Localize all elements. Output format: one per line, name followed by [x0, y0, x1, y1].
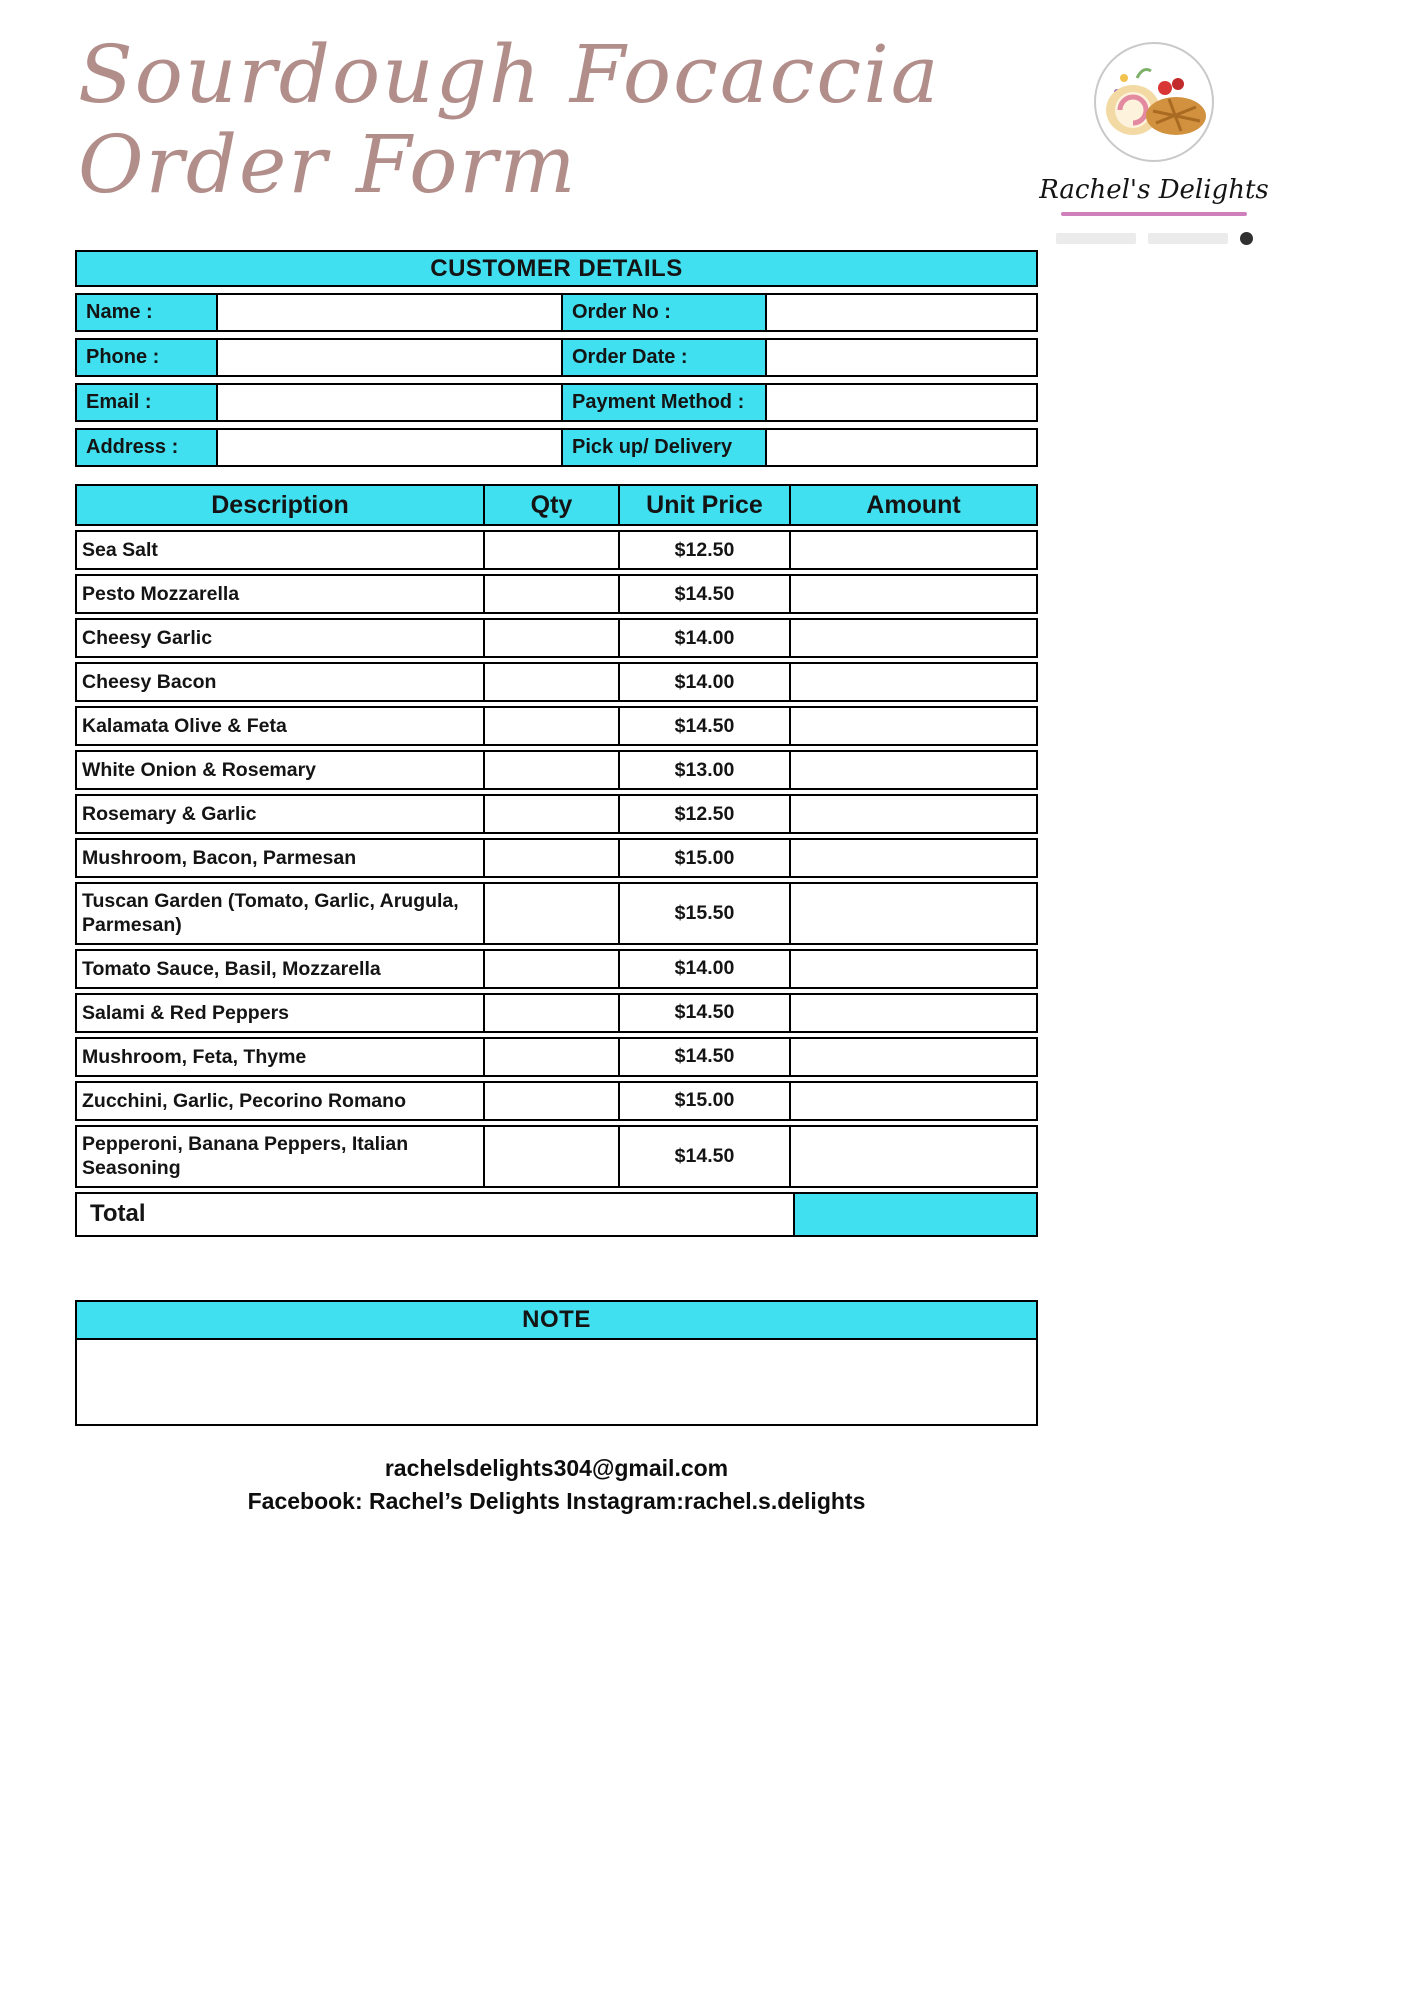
table-row: [75, 662, 1038, 702]
name-label: Name :: [77, 295, 218, 330]
unit-price-column-header: Unit Price: [620, 486, 791, 524]
payment-method-label: Payment Method :: [563, 385, 767, 420]
item-unit-price: $14.50: [620, 708, 791, 744]
table-row: [75, 1125, 1038, 1188]
table-row: [75, 794, 1038, 834]
customer-row-email: [75, 383, 1038, 422]
brand-name: Rachel's Delights: [1039, 175, 1269, 205]
email-label: Email :: [77, 385, 218, 420]
item-amount-cell[interactable]: [791, 951, 1036, 987]
page-title: [78, 30, 940, 211]
address-field[interactable]: [218, 430, 563, 465]
item-amount-cell[interactable]: [791, 576, 1036, 612]
form-sheet: [75, 250, 1038, 1518]
amount-column-header: Amount: [866, 490, 961, 519]
customer-row-phone: [75, 338, 1038, 377]
item-amount-cell[interactable]: [791, 1039, 1036, 1075]
qty-column-header: Qty: [485, 486, 620, 524]
note-header: NOTE: [75, 1300, 1038, 1340]
item-description: Zucchini, Garlic, Pecorino Romano: [77, 1083, 485, 1119]
item-qty-cell[interactable]: [485, 620, 620, 656]
item-amount-cell[interactable]: [791, 664, 1036, 700]
item-unit-price: $15.00: [620, 840, 791, 876]
table-row: [75, 574, 1038, 614]
table-row: [75, 949, 1038, 989]
item-unit-price: $14.50: [620, 576, 791, 612]
item-description: Pepperoni, Banana Peppers, Italian Seasoning: [77, 1127, 485, 1186]
item-amount-cell[interactable]: [791, 752, 1036, 788]
item-unit-price: $14.50: [620, 1039, 791, 1075]
item-description: Rosemary & Garlic: [77, 796, 485, 832]
page-title-line2: Order Form: [78, 118, 578, 212]
brand-tagline-bar: [1061, 212, 1247, 216]
payment-method-field[interactable]: [767, 385, 1036, 420]
item-description: Tuscan Garden (Tomato, Garlic, Arugula, Parmesan): [77, 884, 485, 943]
table-row: [75, 530, 1038, 570]
item-qty-cell[interactable]: [485, 708, 620, 744]
item-qty-cell[interactable]: [485, 752, 620, 788]
order-table-header: [75, 484, 1038, 526]
item-unit-price: $14.00: [620, 664, 791, 700]
bakery-logo-icon: [1079, 40, 1229, 168]
note-field[interactable]: [75, 1340, 1038, 1426]
pickup-delivery-field[interactable]: [767, 430, 1036, 465]
item-description: Pesto Mozzarella: [77, 576, 485, 612]
phone-label: Phone :: [77, 340, 218, 375]
description-column-header: Description: [77, 486, 485, 524]
item-qty-cell[interactable]: [485, 951, 620, 987]
item-description: Cheesy Bacon: [77, 664, 485, 700]
item-description: Sea Salt: [77, 532, 485, 568]
customer-details-header: CUSTOMER DETAILS: [75, 250, 1038, 287]
order-no-field[interactable]: [767, 295, 1036, 330]
item-description: Tomato Sauce, Basil, Mozzarella: [77, 951, 485, 987]
total-row: [75, 1192, 1038, 1237]
total-label: Total: [77, 1194, 795, 1235]
item-description: Mushroom, Feta, Thyme: [77, 1039, 485, 1075]
item-unit-price: $14.50: [620, 995, 791, 1031]
item-amount-cell[interactable]: [791, 708, 1036, 744]
item-qty-cell[interactable]: [485, 664, 620, 700]
order-date-field[interactable]: [767, 340, 1036, 375]
table-row: [75, 882, 1038, 945]
phone-field[interactable]: [218, 340, 563, 375]
brand-logo: [1030, 40, 1278, 245]
logo-footer-shapes: [1030, 232, 1278, 245]
page-title-line1: Sourdough Focaccia: [78, 28, 941, 121]
item-description: Mushroom, Bacon, Parmesan: [77, 840, 485, 876]
grey-pill: [1148, 233, 1228, 244]
table-row: [75, 993, 1038, 1033]
address-label: Address :: [77, 430, 218, 465]
pickup-delivery-label: Pick up/ Delivery: [563, 430, 767, 465]
item-qty-cell[interactable]: [485, 576, 620, 612]
table-row: [75, 618, 1038, 658]
total-amount-cell[interactable]: [795, 1194, 1036, 1235]
table-row: [75, 1037, 1038, 1077]
order-no-label: Order No :: [563, 295, 767, 330]
item-qty-cell[interactable]: [485, 884, 620, 943]
item-qty-cell[interactable]: [485, 1083, 620, 1119]
item-qty-cell[interactable]: [485, 995, 620, 1031]
grey-pill: [1056, 233, 1136, 244]
item-qty-cell[interactable]: [485, 840, 620, 876]
dark-dot: [1240, 232, 1253, 245]
table-row: [75, 750, 1038, 790]
contact-footer: [75, 1452, 1038, 1519]
customer-row-address: [75, 428, 1038, 467]
item-amount-cell[interactable]: [791, 796, 1036, 832]
item-qty-cell[interactable]: [485, 1127, 620, 1186]
item-qty-cell[interactable]: [485, 1039, 620, 1075]
item-description: Kalamata Olive & Feta: [77, 708, 485, 744]
table-row: [75, 1081, 1038, 1121]
item-description: Salami & Red Peppers: [77, 995, 485, 1031]
item-unit-price: $14.50: [620, 1127, 791, 1186]
item-unit-price: $13.00: [620, 752, 791, 788]
item-description: Cheesy Garlic: [77, 620, 485, 656]
item-amount-cell[interactable]: [791, 1127, 1036, 1186]
item-unit-price: $15.50: [620, 884, 791, 943]
table-row: [75, 706, 1038, 746]
item-unit-price: $12.50: [620, 796, 791, 832]
item-unit-price: $12.50: [620, 532, 791, 568]
item-amount-cell[interactable]: [791, 620, 1036, 656]
name-field[interactable]: [218, 295, 563, 330]
item-unit-price: $14.00: [620, 951, 791, 987]
contact-email: rachelsdelights304@gmail.com: [384, 1454, 729, 1481]
item-amount-cell[interactable]: [791, 1083, 1036, 1119]
email-field[interactable]: [218, 385, 563, 420]
item-amount-cell[interactable]: [791, 884, 1036, 943]
item-amount-cell[interactable]: [791, 995, 1036, 1031]
order-date-label: Order Date :: [563, 340, 767, 375]
item-qty-cell[interactable]: [485, 796, 620, 832]
contact-social: Facebook: Rachel’s Delights Instagram:rachel.s.delights: [247, 1487, 866, 1514]
table-row: [75, 838, 1038, 878]
item-description: White Onion & Rosemary: [77, 752, 485, 788]
item-qty-cell[interactable]: [485, 532, 620, 568]
item-unit-price: $15.00: [620, 1083, 791, 1119]
item-amount-cell[interactable]: [791, 532, 1036, 568]
customer-row-name: [75, 293, 1038, 332]
item-unit-price: $14.00: [620, 620, 791, 656]
item-amount-cell[interactable]: [791, 840, 1036, 876]
